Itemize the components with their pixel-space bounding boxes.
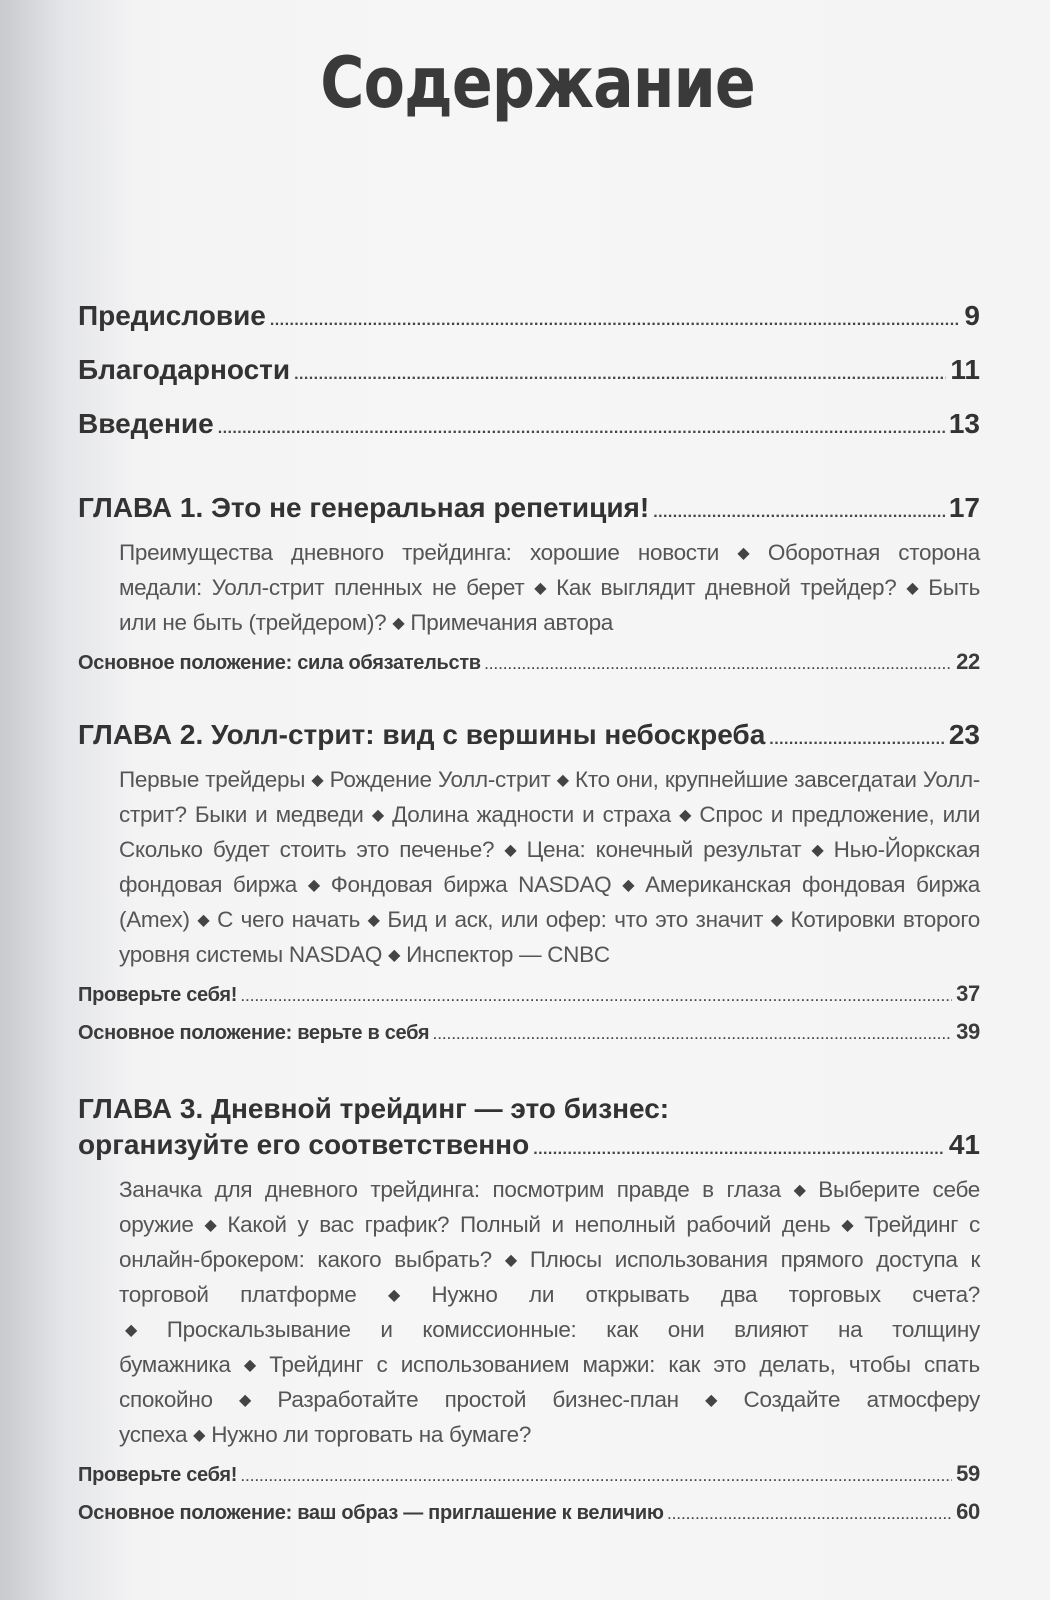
subsection-label: Проверьте себя! [78,1464,238,1486]
chapter-title-line-1: ГЛАВА 3. Дневной трейдинг — это бизнес: [78,1093,670,1124]
subsection-page-number: 59 [956,1461,980,1486]
topic: Нью-Йоркская фондовая биржа [119,837,980,897]
topic: Цена: конечный результат [526,837,802,862]
diamond-separator-icon: ◆ [125,1322,161,1339]
topic: Котировки второго уровня системы NASDAQ [119,907,981,967]
leader-dots [668,1508,952,1522]
topic: Рождение Уолл-стрит [329,767,551,792]
toc-chapter-2[interactable] [78,719,980,751]
diamond-separator-icon: ◆ [725,545,762,562]
topic: Инспектор — CNBC [406,942,610,967]
subsection-label: Основное положение: сила обязательств [78,652,481,674]
toc-subsection[interactable] [78,1019,980,1057]
diamond-separator-icon: ◆ [311,772,324,789]
diamond-separator-icon: ◆ [556,772,570,789]
leader-dots [218,420,945,438]
diamond-separator-icon: ◆ [617,877,640,894]
chapter-title-line-2: организуйте его соответственно [78,1129,530,1160]
topic: Долина жадности и страха [392,802,671,827]
topic: Нужно ли торговать на бумаге? [211,1422,532,1447]
topic: Американская фондовая биржа (Amex) [119,872,980,932]
topic: Разработайте простой бизнес-план [277,1387,679,1412]
chapter-page-number: 41 [948,1129,980,1160]
subsection-page-number: 60 [956,1499,980,1524]
diamond-separator-icon: ◆ [388,947,401,964]
topic: Создайте атмосферу успеха [119,1387,980,1447]
entry-page-number: 9 [964,300,980,331]
diamond-separator-icon: ◆ [302,877,325,894]
topic: Быть или не быть (трейдером)? [119,575,980,635]
subsection-page-number: 22 [956,649,980,674]
diamond-separator-icon: ◆ [193,1427,206,1444]
diamond-separator-icon: ◆ [676,807,694,824]
diamond-separator-icon: ◆ [369,807,387,824]
diamond-separator-icon: ◆ [362,1287,426,1304]
topic: Какой у вас график? Полный и неполный рабочий день [227,1212,831,1237]
leader-dots [241,1470,952,1484]
subsection-page-number: 39 [956,1019,980,1044]
diamond-separator-icon: ◆ [836,1217,859,1234]
chapter-page-number: 23 [948,719,980,750]
toc-subsection[interactable] [78,649,980,687]
leader-dots [769,731,945,749]
diamond-separator-icon: ◆ [195,912,212,929]
diamond-separator-icon: ◆ [786,1182,813,1199]
diamond-separator-icon: ◆ [500,842,521,859]
diamond-separator-icon: ◆ [218,1392,272,1409]
topic: Плюсы использования прямого доступа к торговой платформе [119,1247,981,1307]
leader-dots [653,504,945,522]
chapter-1-topics [78,536,980,641]
toc-subsection[interactable] [78,981,980,1019]
subsection-label: Основное положение: ваш образ — приглашение к величию [78,1502,664,1524]
topic: Первые трейдеры [119,767,306,792]
topic: Выберите себе оружие [119,1177,980,1237]
topic: Спрос и предложение, или Сколько будет стоить это печенье? [119,802,980,862]
topic: Трейдинг с онлайн-брокером: какого выбрать? [119,1212,980,1272]
diamond-separator-icon: ◆ [530,580,551,597]
entry-page-number: 11 [950,354,980,385]
diamond-separator-icon: ◆ [366,912,382,929]
diamond-separator-icon: ◆ [392,615,405,632]
subsection-page-number: 37 [956,981,980,1006]
leader-dots [270,312,961,330]
topic: С чего начать [217,907,360,932]
topic: Заначка для дневного трейдинга: посмотрим правде в глаза [119,1177,781,1202]
diamond-separator-icon: ◆ [497,1252,524,1269]
leader-dots [294,366,946,384]
subsection-label: Основное положение: верьте в себя [78,1022,430,1044]
diamond-separator-icon: ◆ [236,1357,264,1374]
chapter-title: ГЛАВА 2. Уолл-стрит: вид с вершины небоскреба [78,719,766,750]
diamond-separator-icon: ◆ [807,842,828,859]
topic: Как выглядит дневной трейдер? [556,575,897,600]
leader-dots [241,990,952,1004]
toc-subsection[interactable] [78,1499,980,1537]
leader-dots [433,1028,952,1042]
diamond-separator-icon: ◆ [902,580,923,597]
chapter-page-number: 17 [948,492,980,523]
chapter-title-line-2-row [78,1129,980,1161]
toc-entry-introduction[interactable] [78,408,980,462]
leader-dots [485,658,952,672]
entry-label: Предисловие [78,300,266,331]
table-of-contents [78,300,980,1537]
topic: Примечания автора [410,610,614,635]
diamond-separator-icon: ◆ [769,912,785,929]
topic: Проскальзывание и комиссионные: как они влияют на толщину бумажника [119,1317,980,1377]
chapter-title: ГЛАВА 1. Это не генеральная репетиция! [78,492,650,523]
diamond-separator-icon: ◆ [684,1392,738,1409]
subsection-label: Проверьте себя! [78,984,238,1006]
toc-page [78,42,981,1537]
diamond-separator-icon: ◆ [199,1217,222,1234]
toc-chapter-3[interactable] [78,1089,980,1161]
chapter-3-topics [78,1173,980,1453]
toc-chapter-1[interactable] [78,492,980,524]
topic: Преимущества дневного трейдинга: хорошие новости [119,540,720,565]
page-title: Содержание [320,42,755,124]
topic: Фондовая биржа NASDAQ [330,872,612,897]
topic: Нужно ли открывать два торговых счета? [431,1282,980,1307]
topic: Трейдинг с использованием маржи: как это делать, чтобы спать спокойно [119,1352,980,1412]
toc-subsection[interactable] [78,1461,980,1499]
chapter-2-topics [78,763,980,973]
entry-page-number: 13 [948,408,980,439]
entry-label: Введение [78,408,214,439]
topic: Оборотная сторона медали: Уолл-стрит пленных не берет [119,540,980,600]
leader-dots [533,1141,945,1159]
topic: Бид и аск, или офер: что это значит [387,907,764,932]
topic: Кто они, крупнейшие завсегдатаи Уолл-стрит? Быки и медведи [119,767,980,827]
toc-entry-preface[interactable] [78,300,980,354]
entry-label: Благодарности [78,354,291,385]
toc-entry-acknowledgements[interactable] [78,354,980,408]
